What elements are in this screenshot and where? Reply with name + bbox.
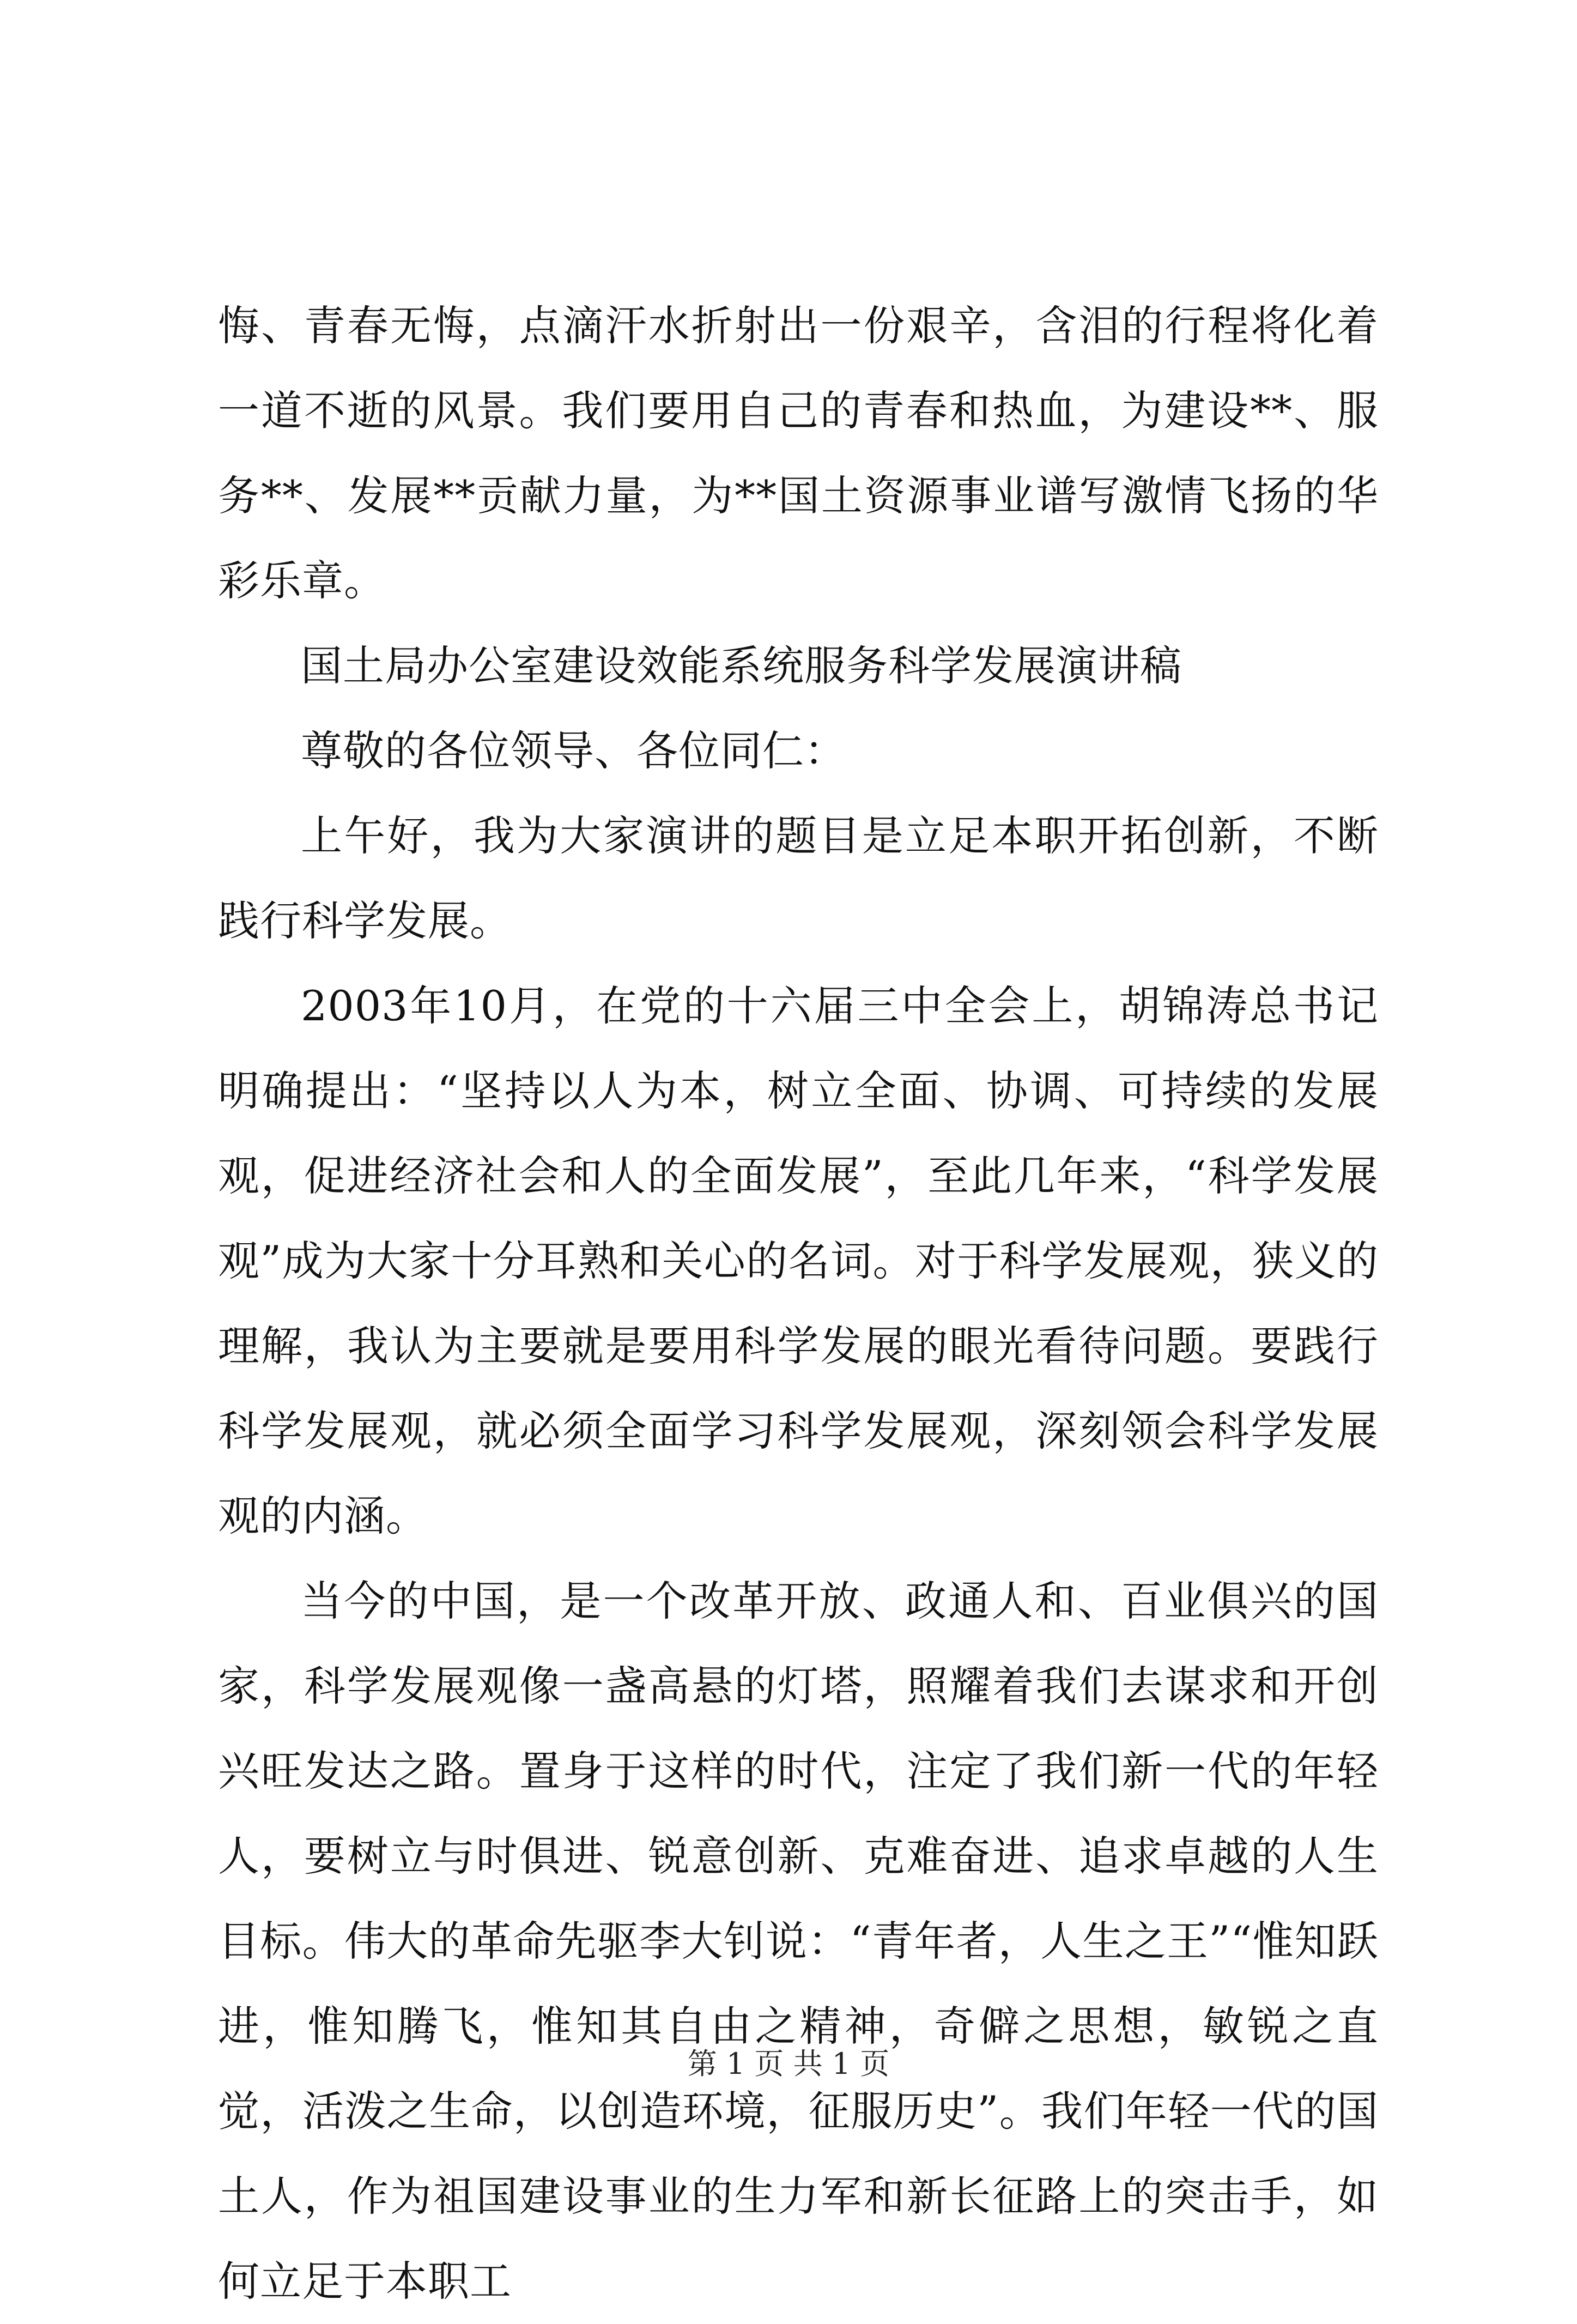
document-body — [218, 283, 1379, 2324]
speech-title: 国土局办公室建设效能系统服务科学发展演讲稿 — [301, 641, 1182, 690]
paragraph-china-today: 当今的中国，是一个改革开放、政通人和、百业俱兴的国家，科学发展观像一盏高悬的灯塔，照耀着我们去谋求和开创兴旺发达之路。置身于这样的时代，注定了我们新一代的年轻人，要树立与时俱进、锐意创新、克难奋进、追求卓越的人生目标。伟大的革命先驱李大钊说：“青年者，人生之王”“惟知跃进，惟知腾飞，惟知其自由之精神，奇僻之思想，敏锐之直觉，活泼之生命，以创造环境，征服历史”。我们年轻一代的国土人，作为祖国建设事业的生力军和新长征路上的突击手，如何立足于本职工 — [218, 1577, 1379, 2305]
salutation: 尊敬的各位领导、各位同仁： — [301, 727, 846, 775]
paragraph-greeting: 上午好，我为大家演讲的题目是立足本职开拓创新，不断践行科学发展。 — [218, 812, 1379, 945]
paragraph-2003: 2003年10月，在党的十六届三中全会上，胡锦涛总书记明确提出：“坚持以人为本，树立全面、协调、可持续的发展观，促进经济社会和人的全面发展”，至此几年来，“科学发展观”成为大家十分耳熟和关心的名词。对于科学发展观，狭义的理解，我认为主要就是要用科学发展的眼光看待问题。要践行科学发展观，就必须全面学习科学发展观，深刻领会科学发展观的内涵。 — [218, 982, 1379, 1540]
paragraph-continuation: 悔、青春无悔，点滴汗水折射出一份艰辛，含泪的行程将化着一道不逝的风景。我们要用自己的青春和热血，为建设**、服务**、发展**贡献力量，为**国土资源事业谱写激情飞扬的华彩乐章。 — [218, 301, 1379, 605]
page-footer: 第 1 页 共 1 页 — [687, 2047, 890, 2081]
